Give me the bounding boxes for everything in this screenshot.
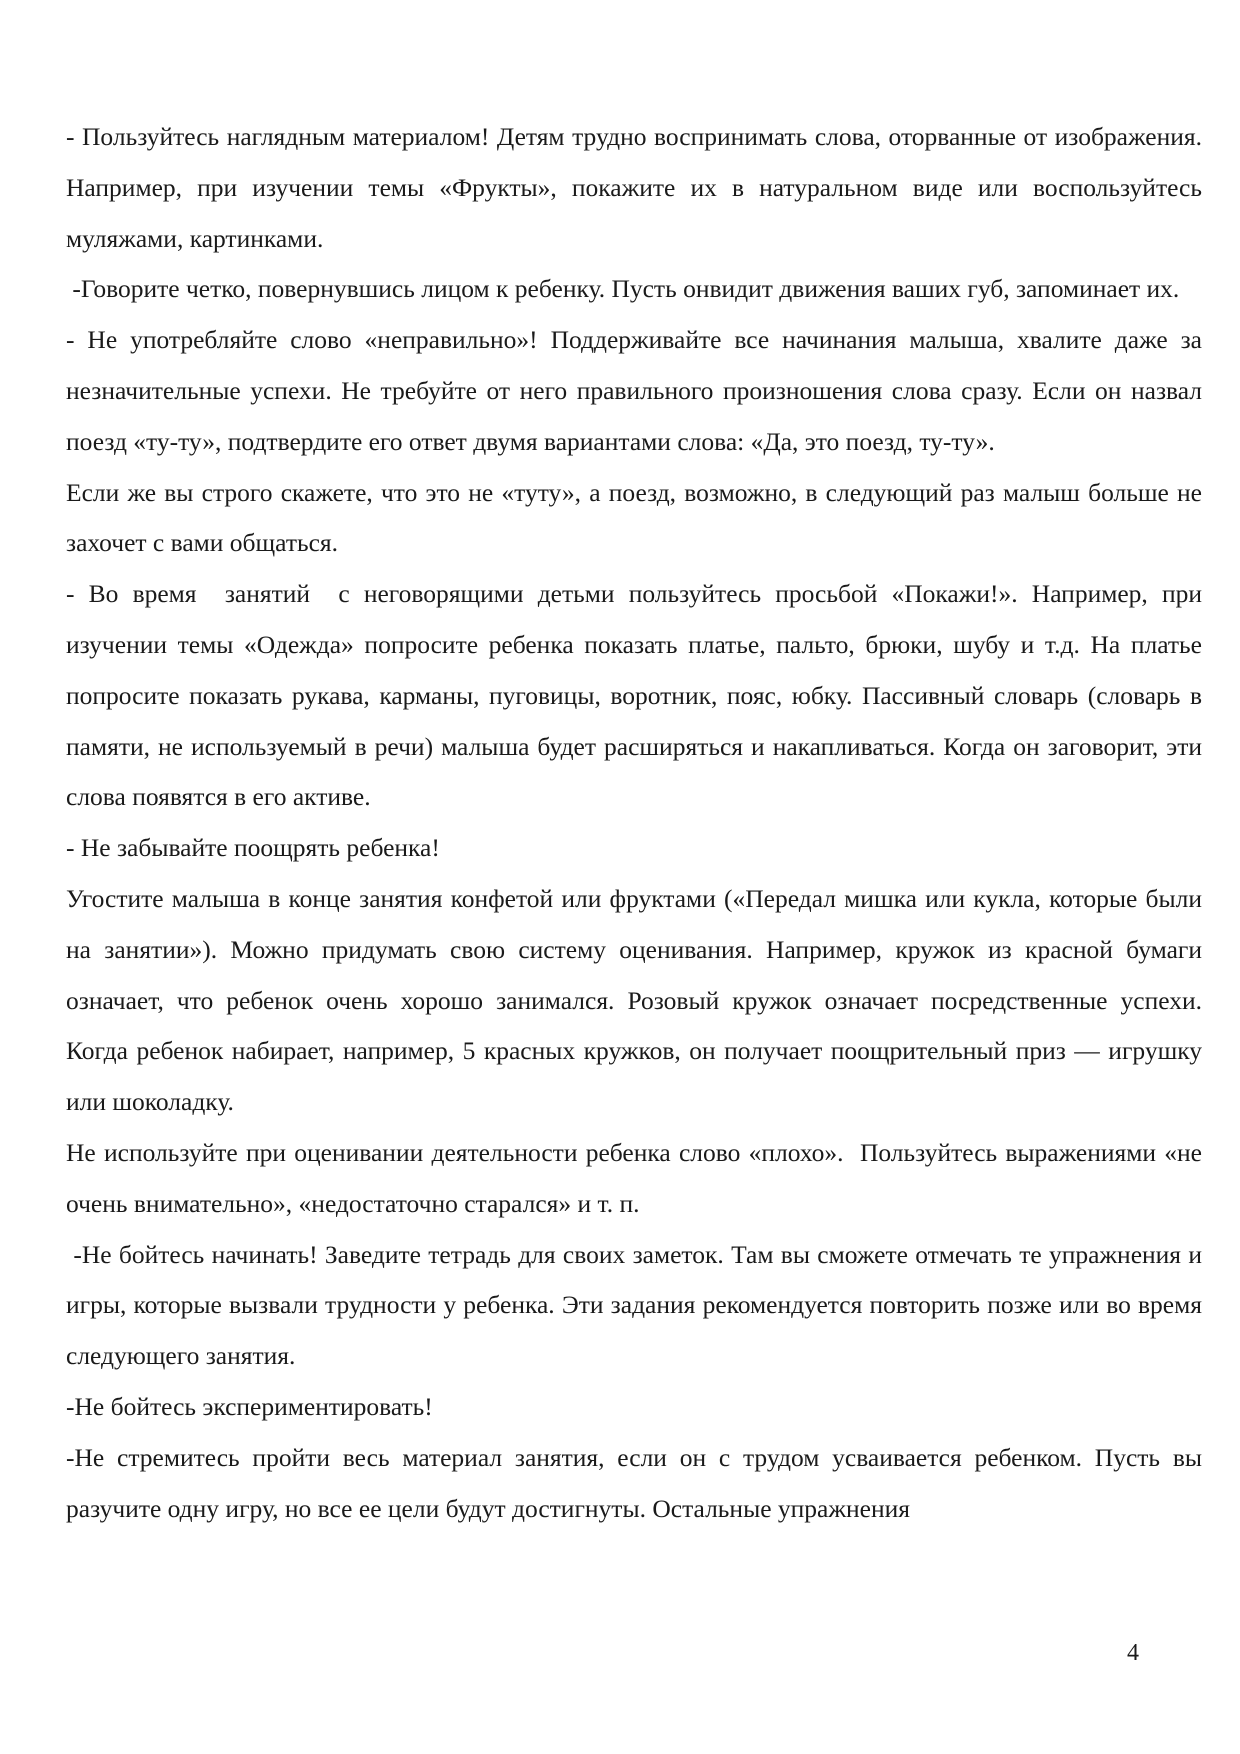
page-body-text — [66, 112, 1209, 1534]
page-number: 4 — [1127, 1640, 1139, 1666]
paragraph-start-notebook: -Не бойтесь начинать! Заведите тетрадь для своих заметок. Там вы сможете отмечать те упражнения и игры, которые вызвали трудности у ребенка. Эти задания рекомендуется повторить позже или во время следующего занятия. — [66, 1239, 1209, 1371]
paragraph-avoid-wrong: - Не употребляйте слово «неправильно»! Поддерживайте все начинания малыша, хвалите даже за незначительные успехи. Не требуйте от него правильного произношения слова сразу. Если он назвал поезд «ту-ту», подтвердите его ответ двумя вариантами слова: «Да, это поезд, ту-ту». — [66, 325, 1209, 456]
paragraph-encourage-heading: - Не забывайте поощрять ребенка! — [66, 833, 440, 863]
paragraph-reward-system: Угостите малыша в конце занятия конфетой или фруктами («Передал мишка или кукла, которые были на занятии»). Можно придумать свою систему оценивания. Например, кружок из красной бумаги означает, что ребенок очень хорошо занимался. Розовый кружок означает посредственные успехи. Когда ребенок набирает, например, 5 красных кружков, он получает поощрительный приз — игрушку или шоколадку. — [66, 883, 1209, 1117]
paragraph-dont-rush: -Не стремитесь пройти весь материал занятия, если он с трудом усваивается ребенком. Пусть вы разучите одну игру, но все ее цели будут достигнуты. Остальные упражнения — [66, 1442, 1209, 1523]
paragraph-speak-clearly: -Говорите четко, повернувшись лицом к ребенку. Пусть онвидит движения ваших губ, запоминает их. — [66, 274, 1180, 304]
paragraph-avoid-bad: Не используйте при оценивании деятельности ребенка слово «плохо». Пользуйтесь выражениями «не очень внимательно», «недостаточно старался» и т. п. — [66, 1137, 1209, 1218]
paragraph-strict-response: Если же вы строго скажете, что это не «туту», а поезд, возможно, в следующий раз малыш больше не захочет с вами общаться. — [66, 477, 1209, 558]
paragraph-show-request: - Во время занятий с неговорящими детьми пользуйтесь просьбой «Покажи!». Например, при изучении темы «Одежда» попросите ребенка показать платье, пальто, брюки, шубу и т.д. На платье попросите показать рукава, карманы, пуговицы, воротник, пояс, юбку. Пассивный словарь (словарь в памяти, не используемый в речи) малыша будет расширяться и накапливаться. Когда он заговорит, эти слова появятся в его активе. — [66, 579, 1209, 812]
paragraph-experiment: -Не бойтесь экспериментировать! — [66, 1391, 433, 1421]
paragraph-visual-material: - Пользуйтесь наглядным материалом! Детям трудно воспринимать слова, оторванные от изображения. Например, при изучении темы «Фрукты», покажите их в натуральном виде или воспользуйтесь муляжами, картинками. — [66, 122, 1209, 253]
